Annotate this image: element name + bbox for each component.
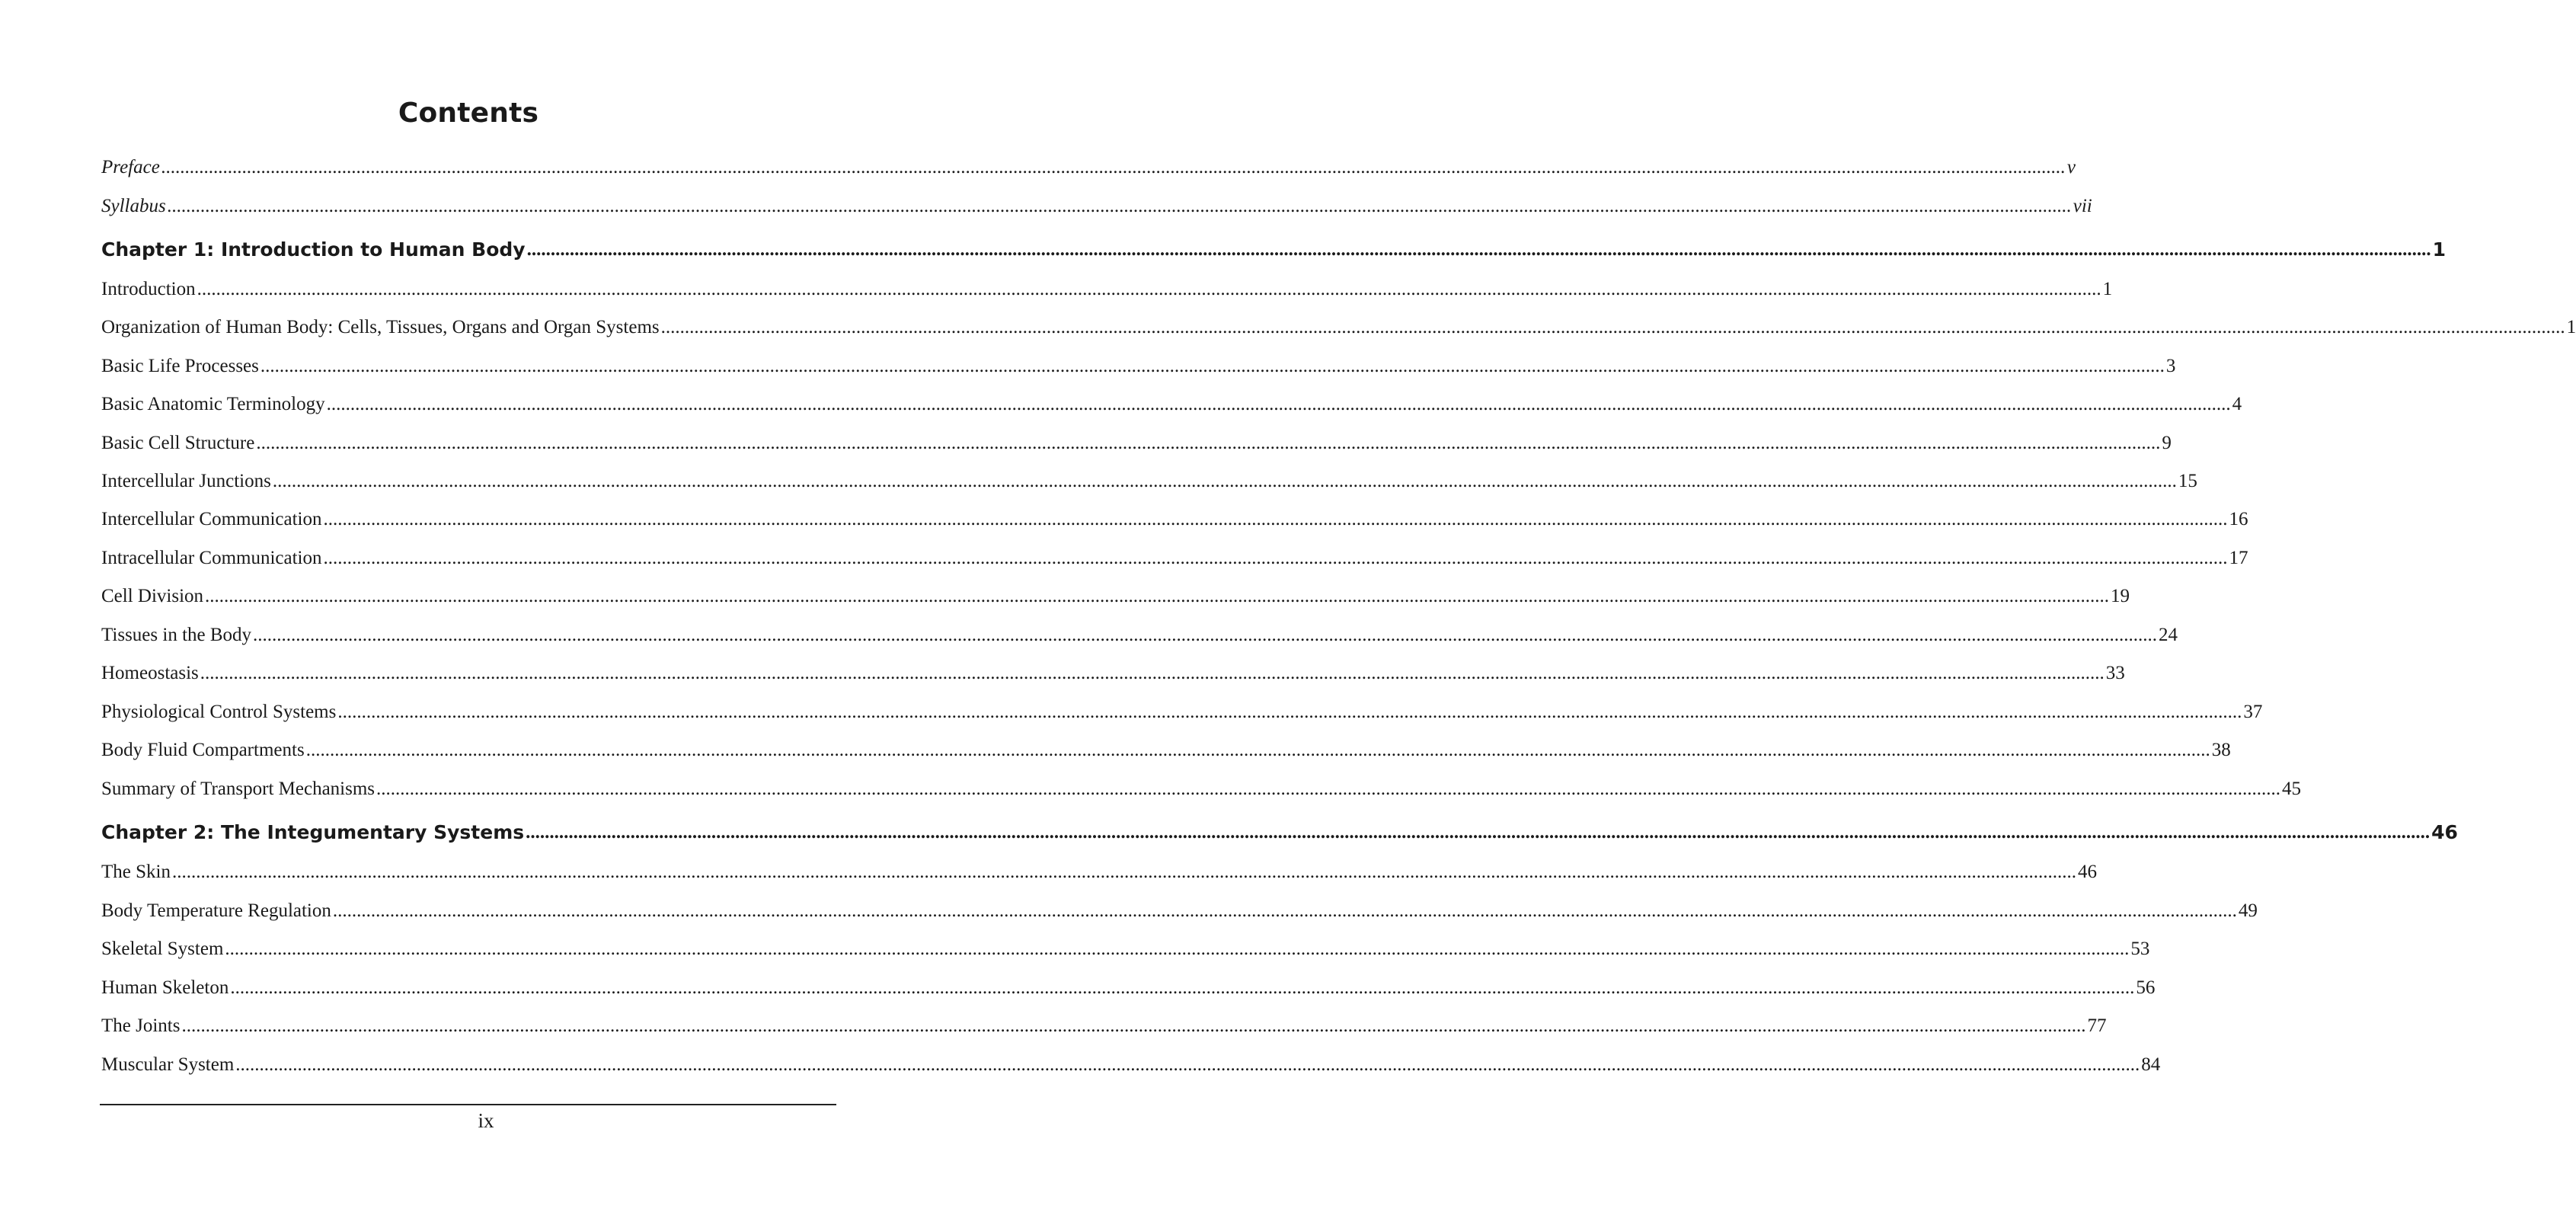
dot-leader: ................................................................................................................................................................................................................................................................................................................................................................................................................ [337, 702, 2242, 722]
toc-entry-label: Basic Anatomic Terminology [101, 394, 325, 414]
dot-leader: ................................................................................................................................................................................................................................................................................................................................................................................................................ [161, 157, 2066, 177]
toc-entry-label: Basic Life Processes [101, 356, 259, 376]
toc-page-number: v [2066, 157, 2076, 177]
toc-chapter-1[interactable] [101, 230, 2447, 261]
toc-page-number: 1 [2432, 238, 2447, 261]
toc-page-number: 49 [2238, 900, 2258, 921]
dot-leader: ................................................................................................................................................................................................................................................................................................................................................................................................................ [272, 471, 2177, 491]
toc-page-number: 56 [2136, 977, 2156, 998]
toc-entry[interactable] [101, 308, 2576, 338]
toc-page-number: 4 [2232, 394, 2242, 414]
toc-entry[interactable] [101, 462, 2197, 492]
toc-entry[interactable] [101, 385, 2242, 415]
toc-page-number: 38 [2211, 740, 2231, 760]
toc-entry-label: Human Skeleton [101, 977, 229, 998]
dot-leader: ................................................................................................................................................................................................................................................................................................................................................................................................................ [323, 548, 2228, 568]
toc-entry[interactable] [101, 539, 2248, 569]
toc-page-number: 16 [2229, 509, 2248, 529]
toc-entry-label: Tissues in the Body [101, 625, 252, 645]
page-number: ix [478, 1109, 494, 1132]
toc-entry-syllabus[interactable] [101, 187, 2092, 217]
toc-entry-label: Intercellular Communication [101, 509, 322, 529]
toc-entry[interactable] [101, 270, 2113, 300]
toc-page-number: 17 [2229, 548, 2248, 568]
toc-page-number: 46 [2431, 821, 2458, 843]
toc-chapter-2[interactable] [101, 813, 2458, 843]
toc-entry[interactable] [101, 1045, 2161, 1076]
toc-page-number: 33 [2105, 663, 2125, 683]
toc-entry-label: Skeletal System [101, 939, 224, 959]
toc-entry[interactable] [101, 731, 2231, 761]
dot-leader: ................................................................................................................................................................................................................................................................................................................................................................................................................ [181, 1015, 2086, 1036]
toc-entry[interactable] [101, 929, 2150, 960]
toc-page-number: 24 [2159, 625, 2178, 645]
toc-page-number: 15 [2178, 471, 2197, 491]
chapter-heading: Chapter 2: The Integumentary Systems [101, 821, 525, 843]
toc-page-number: 53 [2130, 939, 2150, 959]
dot-leader: ................................................................................................................................................................................................................................................................................................................................................................................................................ [260, 356, 2165, 376]
dot-leader: ................................................................................................................................................................................................................................................................................................................................................................................................................ [526, 822, 2431, 843]
toc-page-number: 9 [2162, 433, 2172, 453]
toc-entry-label: Cell Division [101, 586, 204, 606]
toc-page-number: 1 [2566, 317, 2576, 337]
toc-entry-label: The Skin [101, 862, 171, 882]
toc-entry-label: Muscular System [101, 1054, 235, 1075]
toc-entry-label: The Joints [101, 1015, 181, 1036]
page-title: Contents [398, 98, 539, 129]
dot-leader: ................................................................................................................................................................................................................................................................................................................................................................................................................ [660, 317, 2565, 337]
dot-leader: ................................................................................................................................................................................................................................................................................................................................................................................................................ [256, 433, 2161, 453]
dot-leader: ................................................................................................................................................................................................................................................................................................................................................................................................................ [205, 586, 2110, 606]
toc-page-number: 1 [2102, 279, 2113, 299]
toc-entry[interactable] [101, 769, 2302, 800]
toc-entry-label: Intracellular Communication [101, 548, 322, 568]
footer-rule [100, 1104, 836, 1105]
toc-entry-label: Body Fluid Compartments [101, 740, 305, 760]
toc-entry-label: Syllabus [101, 196, 166, 216]
dot-leader: ................................................................................................................................................................................................................................................................................................................................................................................................................ [323, 509, 2228, 529]
dot-leader: ................................................................................................................................................................................................................................................................................................................................................................................................................ [305, 740, 2210, 760]
dot-leader: ................................................................................................................................................................................................................................................................................................................................................................................................................ [230, 977, 2135, 998]
dot-leader: ................................................................................................................................................................................................................................................................................................................................................................................................................ [235, 1054, 2140, 1075]
toc-entry-preface[interactable] [101, 148, 2076, 178]
toc-entry[interactable] [101, 1006, 2107, 1037]
toc-page-number: 19 [2111, 586, 2130, 606]
toc-entry[interactable] [101, 891, 2258, 922]
toc-page-number: vii [2073, 196, 2092, 216]
toc-entry-label: Summary of Transport Mechanisms [101, 779, 376, 799]
dot-leader: ................................................................................................................................................................................................................................................................................................................................................................................................................ [253, 625, 2158, 645]
dot-leader: ................................................................................................................................................................................................................................................................................................................................................................................................................ [332, 900, 2237, 921]
toc-page-number: 45 [2282, 779, 2302, 799]
toc-entry-label: Preface [101, 157, 160, 177]
toc-entry[interactable] [101, 577, 2130, 607]
toc-page-number: 37 [2243, 702, 2263, 722]
toc-page-number: 3 [2165, 356, 2176, 376]
toc-entry[interactable] [101, 692, 2263, 723]
dot-leader: ................................................................................................................................................................................................................................................................................................................................................................................................................ [200, 663, 2105, 683]
toc-entry[interactable] [101, 654, 2125, 684]
toc-entry[interactable] [101, 424, 2172, 454]
toc-page-number: 84 [2141, 1054, 2161, 1075]
toc-entry-label: Physiological Control Systems [101, 702, 337, 722]
toc-entry-label: Basic Cell Structure [101, 433, 255, 453]
toc-entry[interactable] [101, 968, 2156, 999]
dot-leader: ................................................................................................................................................................................................................................................................................................................................................................................................................ [167, 196, 2072, 216]
dot-leader: ................................................................................................................................................................................................................................................................................................................................................................................................................ [326, 394, 2231, 414]
chapter-heading: Chapter 1: Introduction to Human Body [101, 238, 526, 261]
dot-leader: ................................................................................................................................................................................................................................................................................................................................................................................................................ [376, 779, 2281, 799]
toc-entry-label: Organization of Human Body: Cells, Tissues, Organs and Organ Systems [101, 317, 660, 337]
toc-entry-label: Introduction [101, 279, 196, 299]
toc-entry[interactable] [101, 500, 2248, 530]
toc-entry-label: Homeostasis [101, 663, 199, 683]
toc-entry[interactable] [101, 616, 2178, 646]
toc-entry-label: Intercellular Junctions [101, 471, 271, 491]
toc-entry-label: Body Temperature Regulation [101, 900, 331, 921]
dot-leader: ................................................................................................................................................................................................................................................................................................................................................................................................................ [197, 279, 2101, 299]
dot-leader: ................................................................................................................................................................................................................................................................................................................................................................................................................ [225, 939, 2130, 959]
toc-page-number: 77 [2087, 1015, 2107, 1036]
dot-leader: ................................................................................................................................................................................................................................................................................................................................................................................................................ [171, 862, 2076, 882]
dot-leader: ................................................................................................................................................................................................................................................................................................................................................................................................................ [526, 239, 2431, 260]
toc-entry[interactable] [101, 852, 2097, 883]
toc-page-number: 46 [2077, 862, 2097, 882]
toc-entry[interactable] [101, 347, 2176, 377]
